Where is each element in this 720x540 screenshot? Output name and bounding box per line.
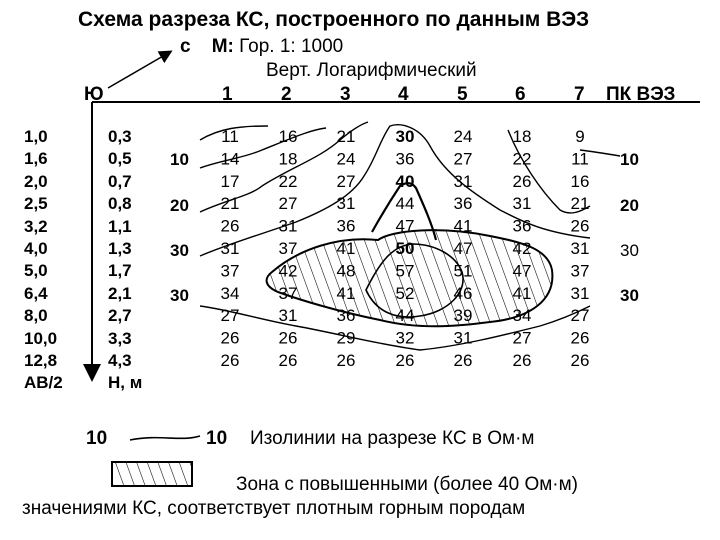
grid-value: 37 bbox=[278, 283, 298, 303]
right-isoline-label: 30 bbox=[620, 286, 639, 305]
grid-value: 36 bbox=[512, 216, 532, 236]
grid-value: 18 bbox=[512, 127, 532, 146]
ab2-value: 5,0 bbox=[24, 261, 48, 281]
grid-value: 46 bbox=[453, 283, 473, 303]
legend-isoline-from: 10 bbox=[86, 428, 108, 449]
grid-value: 44 bbox=[395, 194, 415, 214]
legend-isoline-sample bbox=[130, 436, 200, 440]
grid-value: 41 bbox=[336, 283, 356, 303]
scale-vertical: Верт. Логарифмический bbox=[266, 60, 477, 81]
right-isoline-label: 10 bbox=[620, 150, 639, 169]
grid-value: 22 bbox=[278, 171, 298, 191]
station-3: 3 bbox=[340, 84, 351, 105]
grid-value: 30 bbox=[395, 127, 415, 146]
grid-value: 31 bbox=[512, 194, 532, 214]
left-isoline-label: 30 bbox=[170, 241, 189, 260]
legend-zone-text-1: Зона с повышенными (более 40 Ом·м) bbox=[236, 474, 578, 495]
right-isoline-label: 20 bbox=[620, 196, 639, 215]
scale-m-label: М: bbox=[211, 36, 234, 57]
ab2-value: 1,6 bbox=[24, 149, 48, 169]
h-value: 0,3 bbox=[108, 127, 132, 146]
legend-zone-text-2: значениями КС, соответствует плотным горным породам bbox=[22, 498, 526, 519]
grid-value: 24 bbox=[336, 149, 356, 169]
h-value: 0,7 bbox=[108, 171, 132, 191]
h-value: 1,1 bbox=[108, 216, 132, 236]
grid-value: 31 bbox=[453, 328, 473, 348]
grid-value: 31 bbox=[570, 283, 590, 303]
grid-value: 11 bbox=[221, 127, 239, 146]
grid-value: 41 bbox=[512, 283, 532, 303]
h-axis-label: Н, м bbox=[108, 373, 143, 393]
grid-value: 21 bbox=[220, 194, 240, 214]
h-value: 2,1 bbox=[108, 283, 132, 303]
h-value: 3,3 bbox=[108, 328, 132, 348]
grid-value: 22 bbox=[512, 149, 532, 169]
ab2-value: 4,0 bbox=[24, 239, 48, 259]
grid-value: 26 bbox=[278, 351, 298, 370]
grid-value: 32 bbox=[395, 328, 415, 348]
grid-value: 26 bbox=[570, 216, 590, 236]
station-1: 1 bbox=[222, 84, 233, 105]
grid-value: 26 bbox=[336, 351, 356, 370]
grid-value: 48 bbox=[336, 261, 356, 281]
grid-value: 42 bbox=[512, 239, 532, 258]
diagram-title: Схема разреза КС, построенного по данным ВЭЗ bbox=[78, 8, 590, 31]
ab2-value: 2,0 bbox=[24, 171, 48, 191]
grid-value: 44 bbox=[395, 306, 415, 326]
grid-value: 34 bbox=[512, 306, 532, 326]
grid-value: 27 bbox=[570, 306, 590, 326]
grid-value: 36 bbox=[336, 306, 356, 326]
grid-value: 37 bbox=[220, 261, 240, 281]
left-isoline-label: 10 bbox=[170, 150, 189, 169]
left-isoline-label: 20 bbox=[170, 196, 189, 215]
ab2-axis-label: АВ/2 bbox=[24, 373, 63, 393]
grid-value: 26 bbox=[570, 351, 590, 370]
grid-value: 26 bbox=[453, 351, 473, 370]
station-5: 5 bbox=[457, 84, 468, 105]
grid-value: 11 bbox=[571, 149, 589, 169]
ab2-value: 2,5 bbox=[24, 194, 48, 214]
grid-value: 26 bbox=[220, 351, 240, 370]
grid-value: 37 bbox=[570, 261, 590, 281]
station-4: 4 bbox=[398, 84, 409, 105]
grid-value: 52 bbox=[395, 283, 415, 303]
grid-value: 36 bbox=[395, 149, 415, 169]
grid-value: 27 bbox=[336, 171, 356, 191]
grid-value: 27 bbox=[512, 328, 532, 348]
grid-value: 31 bbox=[570, 239, 590, 258]
grid-value: 26 bbox=[278, 328, 298, 348]
grid-value: 26 bbox=[570, 328, 590, 348]
grid-value: 31 bbox=[220, 239, 240, 258]
grid-value: 31 bbox=[278, 216, 298, 236]
grid-value: 17 bbox=[220, 171, 240, 191]
grid-value: 47 bbox=[395, 216, 415, 236]
grid-value: 47 bbox=[512, 261, 532, 281]
h-value: 2,7 bbox=[108, 306, 132, 326]
station-2: 2 bbox=[281, 84, 292, 105]
scale-prefix: с bbox=[180, 36, 191, 57]
grid-value: 26 bbox=[395, 351, 415, 370]
south-label: Ю bbox=[84, 84, 104, 105]
grid-value: 27 bbox=[278, 194, 298, 214]
direction-arrow bbox=[108, 52, 170, 88]
grid-value: 26 bbox=[512, 351, 532, 370]
grid-value: 41 bbox=[453, 216, 473, 236]
h-value: 4,3 bbox=[108, 351, 132, 371]
grid-value: 29 bbox=[336, 328, 356, 348]
h-value: 0,8 bbox=[108, 194, 132, 214]
legend-isoline-text: Изолинии на разрезе КС в Ом·м bbox=[250, 428, 535, 449]
grid-value: 50 bbox=[395, 239, 415, 258]
grid-value: 27 bbox=[220, 306, 240, 326]
grid-value: 42 bbox=[278, 261, 298, 281]
grid-value: 31 bbox=[336, 194, 356, 214]
legend-hatch-sample bbox=[112, 462, 192, 486]
pk-ves-label: ПК ВЭЗ bbox=[606, 84, 676, 105]
ab2-value: 6,4 bbox=[24, 283, 48, 303]
grid-value: 37 bbox=[278, 239, 298, 258]
grid-value: 18 bbox=[278, 149, 298, 169]
ab2-value: 12,8 bbox=[24, 351, 58, 371]
grid-value: 27 bbox=[453, 149, 473, 169]
ab2-value: 8,0 bbox=[24, 306, 48, 326]
grid-value: 57 bbox=[395, 261, 415, 281]
grid-value: 21 bbox=[570, 194, 590, 214]
grid-value: 31 bbox=[278, 306, 298, 326]
grid-value: 14 bbox=[220, 149, 240, 169]
left-isoline-label: 30 bbox=[170, 286, 189, 305]
grid-value: 36 bbox=[336, 216, 356, 236]
grid-value: 39 bbox=[453, 306, 473, 326]
ab2-value: 10,0 bbox=[24, 328, 58, 348]
grid-value: 51 bbox=[453, 261, 473, 281]
h-value: 1,7 bbox=[108, 261, 132, 281]
grid-value: 47 bbox=[453, 239, 473, 258]
grid-value: 41 bbox=[336, 239, 356, 258]
scale-horizontal: Гор. 1: 1000 bbox=[239, 36, 344, 57]
grid-value: 16 bbox=[278, 127, 298, 146]
grid-value: 21 bbox=[336, 127, 356, 146]
right-isoline-label: 30 bbox=[620, 241, 639, 260]
grid-value: 26 bbox=[220, 216, 240, 236]
station-7: 7 bbox=[574, 84, 585, 105]
ab2-value: 3,2 bbox=[24, 216, 48, 236]
h-value: 0,5 bbox=[108, 149, 132, 169]
grid-value: 34 bbox=[220, 283, 240, 303]
grid-value: 26 bbox=[220, 328, 240, 348]
grid-value: 9 bbox=[575, 127, 585, 146]
grid-value: 36 bbox=[453, 194, 473, 214]
grid-value: 40 bbox=[395, 171, 415, 191]
grid-value: 24 bbox=[453, 127, 473, 146]
grid-value: 26 bbox=[512, 171, 532, 191]
ab2-value: 1,0 bbox=[24, 127, 48, 146]
grid-value: 16 bbox=[570, 171, 590, 191]
h-value: 1,3 bbox=[108, 239, 132, 259]
legend-isoline-to: 10 bbox=[206, 428, 228, 449]
grid-value: 31 bbox=[453, 171, 473, 191]
station-6: 6 bbox=[515, 84, 526, 105]
